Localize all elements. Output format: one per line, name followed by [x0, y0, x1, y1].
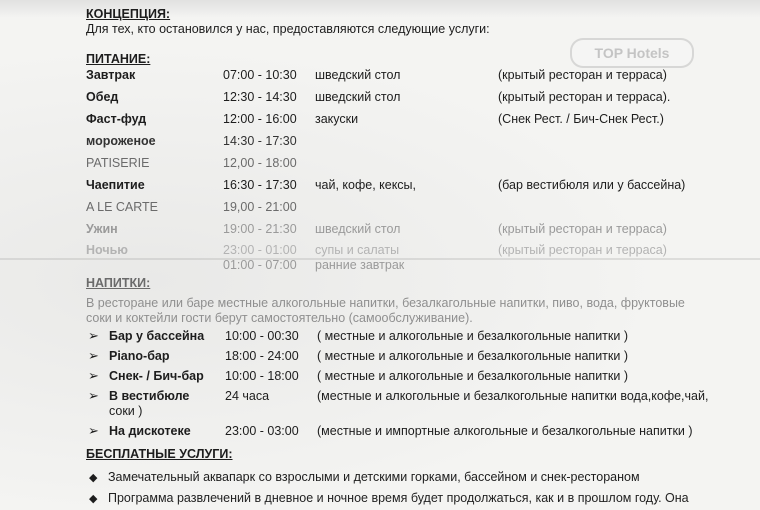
arrow-bullet-icon: ➢ — [88, 388, 99, 403]
food-desc: шведский стол — [315, 222, 401, 236]
arrow-bullet-icon: ➢ — [88, 368, 99, 383]
drink-time: 18:00 - 24:00 — [225, 349, 299, 363]
food-desc: шведский стол — [315, 68, 401, 82]
food-name: A LE CARTE — [86, 200, 159, 214]
drink-desc: ( местные и алкогольные и безалкогольные напитки ) — [317, 369, 628, 383]
food-desc: ранние завтрак — [315, 258, 405, 272]
diamond-bullet-icon: ◆ — [89, 472, 98, 484]
food-time: 12,00 - 18:00 — [223, 156, 297, 170]
food-time: 19:00 - 21:30 — [223, 222, 297, 236]
food-place: (Снек Рест. / Бич-Снек Рест.) — [498, 112, 664, 126]
food-name: мороженое — [86, 134, 156, 148]
food-time: 19,00 - 21:00 — [223, 200, 297, 214]
food-place: (крытый ресторан и терраса). — [498, 90, 671, 104]
food-time: 07:00 - 10:30 — [223, 68, 297, 82]
food-name: Ночью — [86, 243, 128, 257]
food-time: 23:00 - 01:00 — [223, 243, 297, 257]
drink-name: В вестибюле — [109, 389, 190, 403]
food-time: 01:00 - 07:00 — [223, 258, 297, 272]
drink-time: 10:00 - 00:30 — [225, 329, 299, 343]
food-time: 12:00 - 16:00 — [223, 112, 297, 126]
food-time: 12:30 - 14:30 — [223, 90, 297, 104]
drink-desc: ( местные и алкогольные и безалкогольные напитки ) — [317, 329, 628, 343]
food-heading: ПИТАНИЕ: — [86, 52, 151, 66]
drink-name: На дискотеке — [109, 424, 191, 438]
drink-name: Снек- / Бич-бар — [109, 369, 204, 383]
arrow-bullet-icon: ➢ — [88, 348, 99, 363]
free-service-text: Программа развлечений в дневное и ночное время будет продолжаться, как и в прошлом году. Она — [108, 491, 689, 505]
food-desc: супы и салаты — [315, 243, 400, 257]
food-place: (крытый ресторан и терраса) — [498, 222, 667, 236]
drink-name: Бар у бассейна — [109, 329, 205, 343]
food-name: Завтрак — [86, 68, 136, 82]
drinks-heading: НАПИТКИ: — [86, 276, 151, 290]
drink-desc: ( местные и алкогольные и безалкогольные напитки ) — [317, 349, 628, 363]
food-name: Ужин — [86, 222, 118, 236]
food-name: Фаст-фуд — [86, 112, 147, 126]
food-desc: чай, кофе, кексы, — [315, 178, 417, 192]
food-desc: закуски — [315, 112, 359, 126]
drink-name: Piano-бар — [109, 349, 170, 363]
food-place: (бар вестибюля или у бассейна) — [498, 178, 686, 192]
free-service-text: Замечательный аквапарк со взрослыми и детскими горками, бассейном и снек-рестораном — [108, 470, 640, 484]
food-time: 16:30 - 17:30 — [223, 178, 297, 192]
concept-heading: КОНЦЕПЦИЯ: — [86, 7, 171, 21]
food-name: Чаепитие — [86, 178, 145, 192]
food-time: 14:30 - 17:30 — [223, 134, 297, 148]
food-place: (крытый ресторан и терраса) — [498, 68, 667, 82]
food-place: (крытый ресторан и терраса) — [498, 243, 667, 257]
drink-desc: (местные и импортные алкогольные и безалкогольные напитки ) — [317, 424, 693, 438]
arrow-bullet-icon: ➢ — [88, 328, 99, 343]
watermark-logo: TOP Hotels — [570, 38, 694, 68]
drink-desc: (местные и алкогольные и безалкогольные напитки вода,кофе,чай, — [317, 389, 709, 403]
food-desc: шведский стол — [315, 90, 401, 104]
free-services-heading: БЕСПЛАТНЫЕ УСЛУГИ: — [86, 447, 233, 461]
drink-desc-continued: соки ) — [109, 404, 143, 418]
drink-time: 23:00 - 03:00 — [225, 424, 299, 438]
diamond-bullet-icon: ◆ — [89, 493, 98, 505]
drink-time: 24 часа — [225, 389, 270, 403]
food-name: PATISERIE — [86, 156, 150, 170]
concept-text: Для тех, кто остановился у нас, предоставляются следующие услуги: — [86, 22, 490, 36]
drink-time: 10:00 - 18:00 — [225, 369, 299, 383]
drinks-intro: В ресторане или баре местные алкогольные напитки, безалкагольные напитки, пиво, вода, фруктовые соки и коктейли гости берут самостоятельно (самообслуживание). — [86, 296, 685, 325]
food-name: Обед — [86, 90, 119, 104]
arrow-bullet-icon: ➢ — [88, 423, 99, 438]
